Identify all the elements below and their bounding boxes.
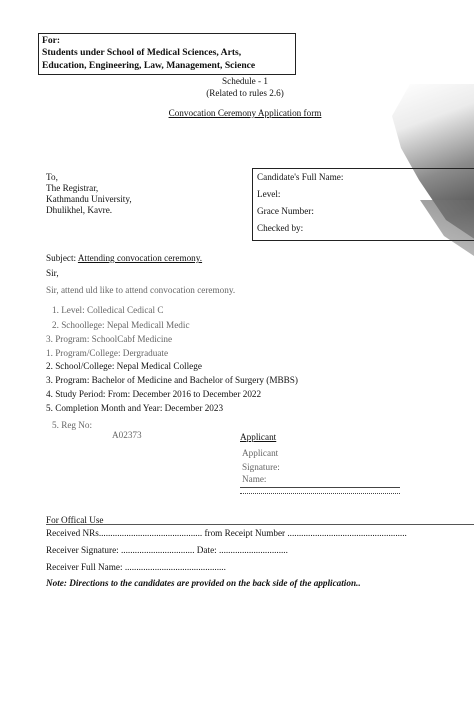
eligibility-box <box>38 33 296 75</box>
applicant-line-1 <box>240 487 400 488</box>
address-location: Dhulikhel, Kavre. <box>46 205 113 215</box>
address-registrar: The Registrar, <box>46 183 99 193</box>
applicant-name: Name: <box>242 474 267 484</box>
directions-note: Note: Directions to the candidates are provided on the back side of the application.. <box>46 578 361 588</box>
subject-text: Attending convocation ceremony. <box>77 253 203 263</box>
candidate-full-name-field[interactable]: Candidate's Full Name: <box>257 172 344 182</box>
for-line-2: Education, Engineering, Law, Management, Science <box>42 59 256 71</box>
overlay-line-1: Sir, attend uld like to attend convocation ceremony. <box>46 285 236 295</box>
applicant-overlay: Applicant <box>242 448 279 458</box>
subject-prefix: Subject: <box>46 253 78 263</box>
overlay-after-2: A02373 <box>112 430 142 440</box>
office-divider <box>46 524 474 525</box>
applicant-line-2 <box>240 493 400 494</box>
overlay-line-2: 1. Level: Colledical Cedical C <box>52 305 164 315</box>
item-study-period: 4. Study Period: From: December 2016 to December 2022 <box>46 389 262 399</box>
subject-line <box>46 253 202 264</box>
for-label: For: <box>42 35 61 46</box>
address-to: To, <box>46 172 58 182</box>
grace-number-field[interactable]: Grace Number: <box>257 206 314 216</box>
address-university: Kathmandu University, <box>46 194 132 204</box>
receiver-name-line[interactable]: Receiver Full Name: ............................................ <box>46 562 226 572</box>
rules-reference: (Related to rules 2.6) <box>206 88 284 98</box>
checked-by-field[interactable]: Checked by: <box>257 223 304 233</box>
received-amount-line[interactable]: Received NRs............................................. from Receipt Number .................................................... <box>46 528 407 538</box>
overlay-line-4: 3. Program: SchoolCabf Medicine <box>46 334 173 344</box>
for-line-1: Students under School of Medical Sciences, Arts, <box>42 47 242 59</box>
level-field[interactable]: Level: <box>257 189 281 199</box>
form-title: Convocation Ceremony Application form <box>168 108 322 118</box>
overlay-after-1: 5. Reg No: <box>52 420 93 430</box>
receiver-signature-line[interactable]: Receiver Signature: ................................ Date: .............................. <box>46 545 288 555</box>
overlay-line-5: 1. Program/College: Dergraduate <box>46 348 169 358</box>
office-title: For Offical Use <box>46 515 104 525</box>
candidate-info-box <box>252 168 474 241</box>
applicant-signature: Signature: <box>242 462 280 472</box>
salutation: Sir, <box>46 268 59 278</box>
item-school-college: 2. School/College: Nepal Medical College <box>46 361 202 371</box>
item-completion: 5. Completion Month and Year: December 2023 <box>46 403 224 413</box>
schedule-label: Schedule - 1 <box>222 76 268 86</box>
item-program: 3. Program: Bachelor of Medicine and Bachelor of Surgery (MBBS) <box>46 375 298 385</box>
applicant-heading: Applicant <box>240 432 277 442</box>
overlay-line-3: 2. Schoollege: Nepal Medicall Medic <box>52 320 190 330</box>
